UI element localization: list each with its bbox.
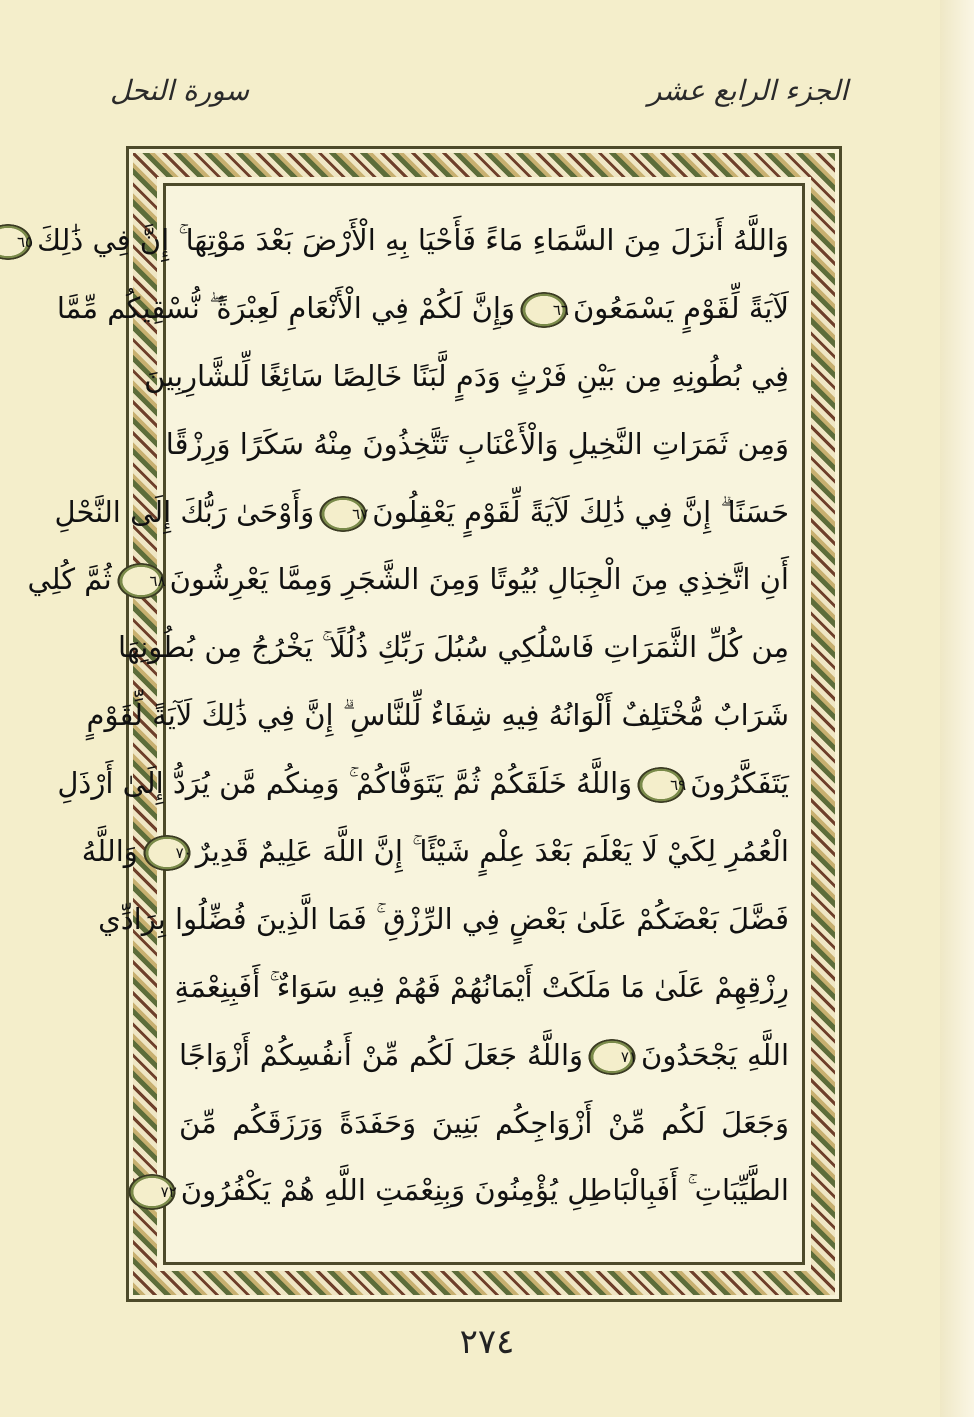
verse-line xyxy=(56,275,789,343)
verse-number-marker: ٦٦ xyxy=(519,291,569,329)
ornamental-frame xyxy=(16,146,842,1302)
verse-line xyxy=(118,614,789,682)
surah-title: سورة النحل xyxy=(110,74,250,107)
verse-text-continuation: وَاللَّهُ xyxy=(81,834,138,869)
verse-text: الْعُمُرِ لِكَيْ لَا يَعْلَمَ بَعْدَ عِلْمٍ شَيْئًا ۚ إِنَّ اللَّهَ عَلِيمٌ قَدِيرٌ xyxy=(195,834,789,869)
verse-lines xyxy=(16,207,789,1225)
verse-line xyxy=(144,343,789,411)
verse-text: يَتَفَكَّرُونَ xyxy=(690,766,789,801)
verse-text: مِن كُلِّ الثَّمَرَاتِ فَاسْلُكِي سُبُلَ رَبِّكِ ذُلُلًا ۚ يَخْرُجُ مِن بُطُونِهَا xyxy=(118,630,789,665)
verse-text: وَجَعَلَ لَكُم مِّنْ أَزْوَاجِكُم بَنِينَ وَحَفَدَةً وَرَزَقَكُم مِّنَ xyxy=(179,1105,789,1140)
verse-text-continuation: ثُمَّ كُلِي xyxy=(27,562,112,597)
verse-text: شَرَابٌ مُّخْتَلِفٌ أَلْوَانُهُ فِيهِ شِفَاءٌ لِّلنَّاسِ ۗ إِنَّ فِي ذَٰلِكَ لَآيَةً لِّقَوْمٍ xyxy=(86,698,789,733)
verse-line xyxy=(54,479,789,547)
verse-number-marker: ٦٩ xyxy=(636,766,686,804)
verse-text: فِي بُطُونِهِ مِن بَيْنِ فَرْثٍ وَدَمٍ لَّبَنًا خَالِصًا سَائِغًا لِّلشَّارِبِينَ xyxy=(144,358,789,393)
verse-line xyxy=(98,886,789,954)
verse-number-marker: ٦٨ xyxy=(116,562,166,600)
verse-number-marker: ٧٢ xyxy=(127,1173,177,1211)
verse-line xyxy=(165,411,789,479)
page-header xyxy=(110,74,848,122)
verse-number-marker: ٦٥ xyxy=(0,223,33,261)
verse-line xyxy=(160,1157,789,1225)
verse-line xyxy=(57,750,789,818)
verse-text: اللَّهِ يَجْحَدُونَ xyxy=(641,1037,789,1072)
verse-line xyxy=(174,954,789,1022)
verse-number-marker: ٦٧ xyxy=(318,495,368,533)
verse-line xyxy=(16,207,789,275)
verse-text: أَنِ اتَّخِذِي مِنَ الْجِبَالِ بُيُوتًا وَمِنَ الشَّجَرِ وَمِمَّا يَعْرِشُونَ xyxy=(169,562,789,597)
verse-text: رِزْقِهِمْ عَلَىٰ مَا مَلَكَتْ أَيْمَانُهُمْ فَهُمْ فِيهِ سَوَاءٌ ۚ أَفَبِنِعْمَةِ xyxy=(174,969,789,1004)
verse-text: وَمِن ثَمَرَاتِ النَّخِيلِ وَالْأَعْنَابِ تَتَّخِذُونَ مِنْهُ سَكَرًا وَرِزْقًا xyxy=(165,426,789,461)
verse-number-marker: ٧١ xyxy=(587,1038,637,1076)
verse-line xyxy=(27,546,789,614)
verse-text: حَسَنًا ۗ إِنَّ فِي ذَٰلِكَ لَآيَةً لِّقَوْمٍ يَعْقِلُونَ xyxy=(372,494,789,529)
verse-text-continuation: وَأَوْحَىٰ رَبُّكَ إِلَى النَّحْلِ xyxy=(54,494,315,529)
verse-text-continuation: وَاللَّهُ خَلَقَكُمْ ثُمَّ يَتَوَفَّاكُمْ ۚ وَمِنكُم مَّن يُرَدُّ إِلَىٰ أَرْذَلِ xyxy=(57,766,633,801)
verse-text: الطَّيِّبَاتِ ۚ أَفَبِالْبَاطِلِ يُؤْمِنُونَ وَبِنِعْمَتِ اللَّهِ هُمْ يَكْفُرُونَ xyxy=(180,1173,789,1208)
juz-title: الجزء الرابع عشر xyxy=(647,74,848,107)
verse-text: وَاللَّهُ أَنزَلَ مِنَ السَّمَاءِ مَاءً فَأَحْيَا بِهِ الْأَرْضَ بَعْدَ مَوْتِهَا ۚ إِنَّ فِي ذَٰلِكَ xyxy=(37,223,789,257)
verse-text-continuation: وَإِنَّ لَكُمْ فِي الْأَنْعَامِ لَعِبْرَةً ۖ نُّسْقِيكُم مِّمَّا xyxy=(56,290,515,325)
verse-text-continuation: وَاللَّهُ جَعَلَ لَكُم مِّنْ أَنفُسِكُمْ أَزْوَاجًا xyxy=(179,1037,584,1072)
verse-text: فَضَّلَ بَعْضَكُمْ عَلَىٰ بَعْضٍ فِي الرِّزْقِ ۚ فَمَا الَّذِينَ فُضِّلُوا بِرَادِّي xyxy=(98,901,789,936)
verse-line xyxy=(179,1090,789,1158)
verse-number-marker: ٧٠ xyxy=(142,834,192,872)
page-number: ٢٧٤ xyxy=(459,1322,515,1362)
page-edge xyxy=(940,0,974,1417)
verse-line xyxy=(86,682,789,750)
verse-text: لَآيَةً لِّقَوْمٍ يَسْمَعُونَ xyxy=(572,290,789,325)
verse-line xyxy=(81,818,789,886)
verse-line xyxy=(179,1022,789,1090)
